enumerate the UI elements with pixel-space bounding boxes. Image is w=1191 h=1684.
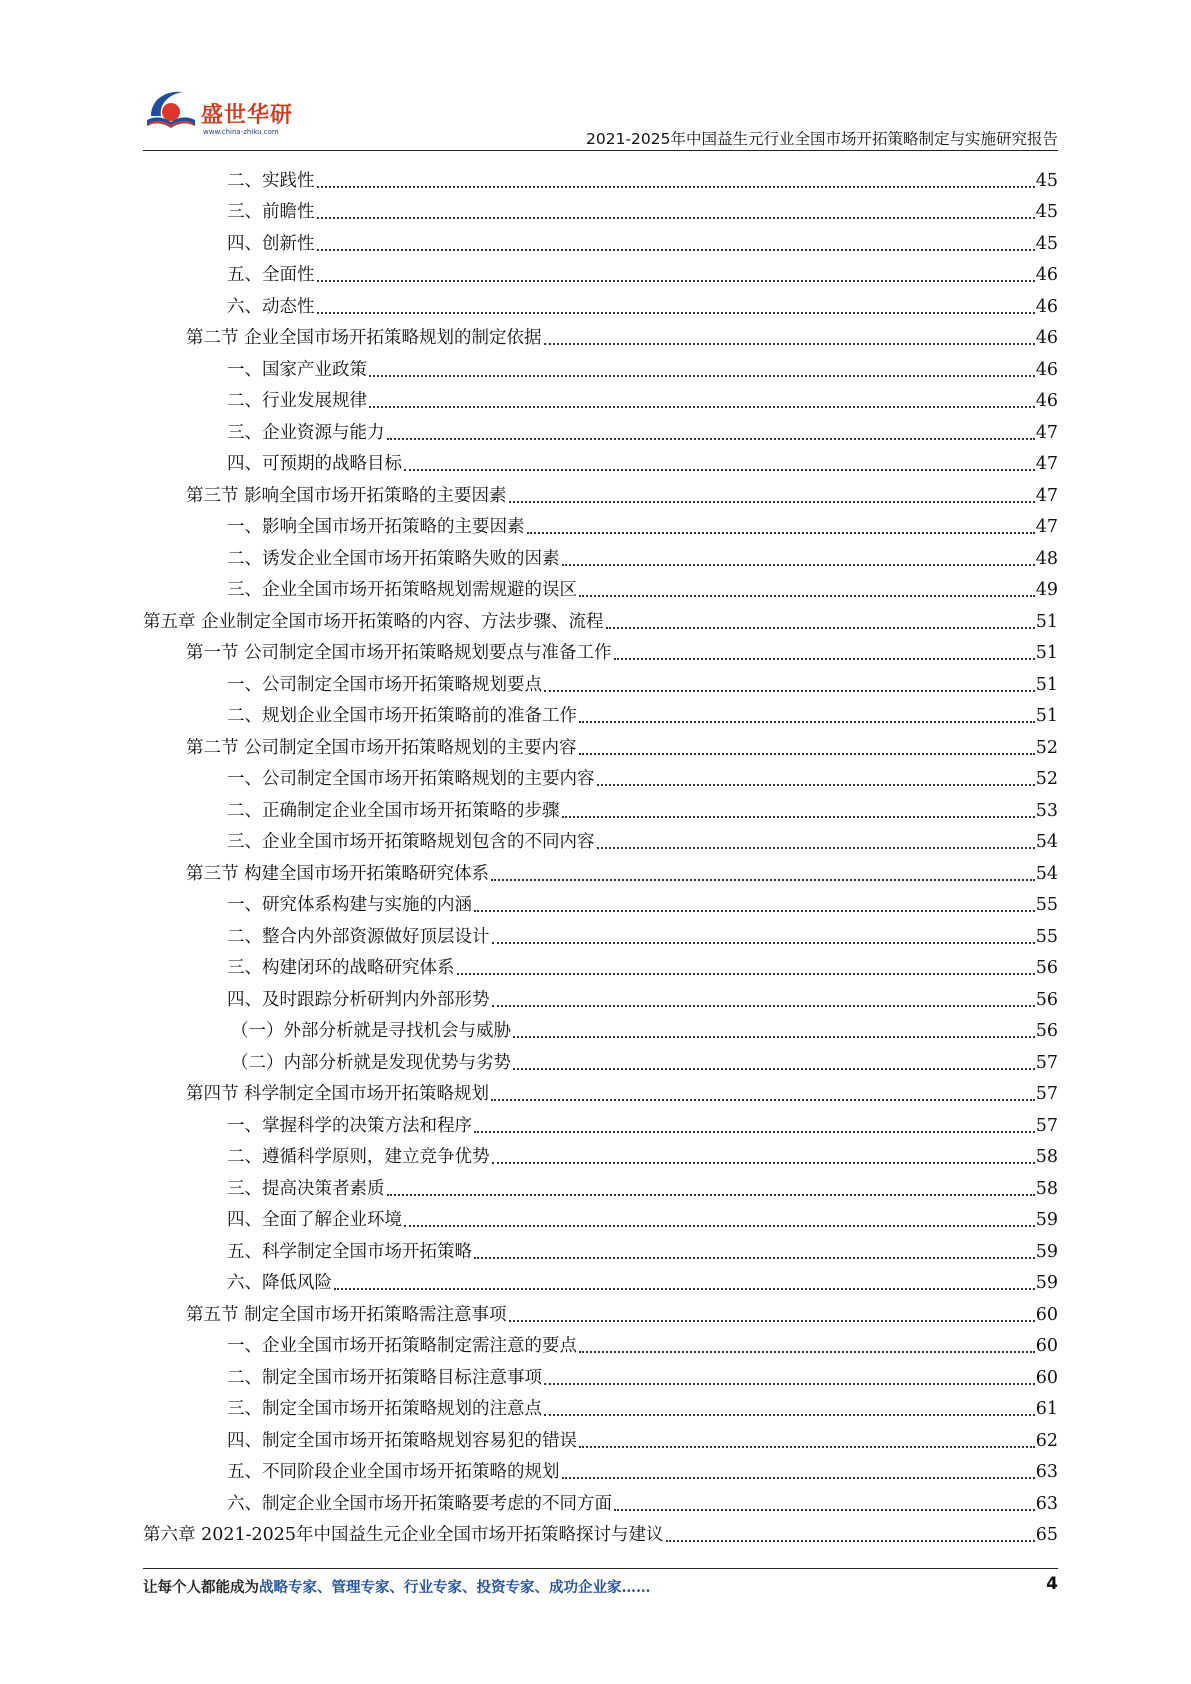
toc-entry-label: 第一节 公司制定全国市场开拓策略规划要点与准备工作 bbox=[186, 643, 612, 663]
toc-dot-leader bbox=[544, 678, 1035, 692]
toc-entry-label: 五、全面性 bbox=[227, 265, 315, 285]
toc-entry-page: 46 bbox=[1035, 328, 1058, 348]
page-header bbox=[143, 78, 1058, 148]
toc-entry[interactable] bbox=[143, 1515, 1058, 1547]
toc-dot-leader bbox=[369, 394, 1035, 408]
toc-entry-page: 54 bbox=[1035, 832, 1058, 852]
toc-entry-page: 55 bbox=[1035, 926, 1058, 947]
toc-entry-page: 54 bbox=[1035, 863, 1058, 884]
toc-entry[interactable] bbox=[143, 1074, 1058, 1106]
toc-entry[interactable] bbox=[143, 1326, 1058, 1358]
toc-dot-leader bbox=[492, 930, 1035, 944]
toc-entry[interactable] bbox=[143, 444, 1058, 476]
page-number: 4 bbox=[1046, 1574, 1058, 1594]
brand-name: 盛世华研 bbox=[201, 103, 294, 128]
toc-entry[interactable] bbox=[143, 1294, 1058, 1326]
toc-dot-leader bbox=[666, 1528, 1035, 1542]
toc-dot-leader bbox=[544, 1371, 1035, 1385]
toc-entry-label: 三、企业全国市场开拓策略规划包含的不同内容 bbox=[227, 832, 595, 852]
toc-dot-leader bbox=[527, 520, 1035, 534]
toc-entry-page: 59 bbox=[1035, 1241, 1058, 1262]
toc-entry-page: 51 bbox=[1035, 674, 1058, 695]
toc-entry-page: 49 bbox=[1035, 580, 1058, 600]
toc-entry-page: 58 bbox=[1035, 1178, 1058, 1199]
toc-entry-page: 47 bbox=[1035, 454, 1058, 474]
toc-entry-page: 52 bbox=[1035, 769, 1058, 789]
toc-dot-leader bbox=[513, 1024, 1035, 1038]
toc-dot-leader bbox=[544, 331, 1035, 345]
toc-entry-page: 60 bbox=[1035, 1304, 1058, 1325]
toc-dot-leader bbox=[492, 993, 1035, 1007]
toc-entry-label: 三、前瞻性 bbox=[227, 202, 315, 222]
toc-entry-label: 二、正确制定企业全国市场开拓策略的步骤 bbox=[227, 800, 560, 821]
toc-entry-page: 56 bbox=[1035, 958, 1058, 978]
toc-entry-page: 53 bbox=[1035, 800, 1058, 821]
toc-entry[interactable] bbox=[143, 538, 1058, 570]
toc-dot-leader bbox=[369, 363, 1035, 377]
toc-entry-label: 一、公司制定全国市场开拓策略规划要点 bbox=[227, 674, 542, 695]
toc-entry-label: 三、企业全国市场开拓策略规划需规避的误区 bbox=[227, 580, 577, 600]
toc-entry[interactable] bbox=[143, 1452, 1058, 1484]
toc-entry[interactable] bbox=[143, 633, 1058, 665]
toc-entry[interactable] bbox=[143, 255, 1058, 287]
toc-entry-label: 三、制定全国市场开拓策略规划的注意点 bbox=[227, 1399, 542, 1419]
toc-dot-leader bbox=[579, 709, 1035, 723]
toc-entry-page: 45 bbox=[1035, 233, 1058, 254]
toc-entry[interactable] bbox=[143, 1420, 1058, 1452]
toc-dot-leader bbox=[579, 1434, 1035, 1448]
toc-entry-page: 45 bbox=[1035, 202, 1058, 222]
toc-entry[interactable] bbox=[143, 948, 1058, 980]
toc-dot-leader bbox=[614, 646, 1035, 660]
toc-entry-page: 61 bbox=[1035, 1399, 1058, 1419]
toc-entry[interactable] bbox=[143, 979, 1058, 1011]
toc-entry[interactable] bbox=[143, 916, 1058, 948]
toc-entry-page: 57 bbox=[1035, 1052, 1058, 1073]
toc-entry-page: 51 bbox=[1035, 643, 1058, 663]
toc-entry-page: 59 bbox=[1035, 1273, 1058, 1293]
toc-entry-label: 一、公司制定全国市场开拓策略规划的主要内容 bbox=[227, 769, 595, 789]
toc-dot-leader bbox=[491, 1087, 1035, 1101]
toc-entry[interactable] bbox=[143, 885, 1058, 917]
toc-dot-leader bbox=[597, 835, 1035, 849]
toc-entry[interactable] bbox=[143, 160, 1058, 192]
toc-entry-page: 51 bbox=[1035, 706, 1058, 726]
toc-entry[interactable] bbox=[143, 759, 1058, 791]
toc-dot-leader bbox=[579, 1339, 1035, 1353]
toc-dot-leader bbox=[509, 489, 1035, 503]
toc-dot-leader bbox=[544, 1402, 1035, 1416]
toc-entry-page: 62 bbox=[1035, 1430, 1058, 1451]
toc-entry[interactable] bbox=[143, 601, 1058, 633]
toc-dot-leader bbox=[509, 1308, 1035, 1322]
toc-dot-leader bbox=[404, 1213, 1035, 1227]
toc-entry-page: 59 bbox=[1035, 1210, 1058, 1230]
toc-entry[interactable] bbox=[143, 412, 1058, 444]
toc-dot-leader bbox=[317, 268, 1035, 282]
toc-entry[interactable] bbox=[143, 1042, 1058, 1074]
toc-entry-page: 65 bbox=[1035, 1525, 1058, 1545]
toc-entry-label: 四、可预期的战略目标 bbox=[227, 454, 402, 474]
toc-entry-page: 48 bbox=[1035, 548, 1058, 569]
toc-dot-leader bbox=[474, 1245, 1035, 1259]
toc-entry[interactable] bbox=[143, 192, 1058, 224]
toc-dot-leader bbox=[474, 898, 1035, 912]
toc-entry-page: 52 bbox=[1035, 737, 1058, 758]
toc-entry-label: （一）外部分析就是寻找机会与威胁 bbox=[231, 1021, 511, 1041]
toc-dot-leader bbox=[606, 615, 1035, 629]
logo-book-icon bbox=[143, 86, 203, 136]
toc-dot-leader bbox=[513, 1056, 1035, 1070]
toc-entry-page: 60 bbox=[1035, 1367, 1058, 1388]
toc-entry-page: 46 bbox=[1035, 296, 1058, 317]
slogan-prefix: 让每个人都能成为 bbox=[143, 1579, 259, 1596]
toc-entry-label: 三、企业资源与能力 bbox=[227, 422, 385, 443]
toc-entry-label: 第六章 2021-2025年中国益生元企业全国市场开拓策略探讨与建议 bbox=[143, 1525, 664, 1545]
toc-entry-label: 四、全面了解企业环境 bbox=[227, 1210, 402, 1230]
toc-entry[interactable] bbox=[143, 853, 1058, 885]
toc-entry-page: 45 bbox=[1035, 170, 1058, 191]
toc-dot-leader bbox=[317, 300, 1035, 314]
footer-divider bbox=[143, 1568, 1058, 1569]
toc-dot-leader bbox=[579, 583, 1035, 597]
toc-entry-label: 第二节 企业全国市场开拓策略规划的制定依据 bbox=[186, 328, 542, 348]
toc-entry[interactable] bbox=[143, 507, 1058, 539]
toc-entry-label: 二、行业发展规律 bbox=[227, 391, 367, 411]
toc-entry-label: 三、构建闭环的战略研究体系 bbox=[227, 958, 455, 978]
toc-entry-label: 六、动态性 bbox=[227, 296, 315, 317]
toc-entry-page: 46 bbox=[1035, 359, 1058, 380]
toc-entry-label: 二、实践性 bbox=[227, 170, 315, 191]
toc-entry-label: 四、制定全国市场开拓策略规划容易犯的错误 bbox=[227, 1430, 577, 1451]
toc-dot-leader bbox=[317, 174, 1035, 188]
toc-entry[interactable] bbox=[143, 349, 1058, 381]
toc-entry-label: 一、影响全国市场开拓策略的主要因素 bbox=[227, 517, 525, 537]
toc-entry[interactable] bbox=[143, 1483, 1058, 1515]
toc-entry[interactable] bbox=[143, 1168, 1058, 1200]
toc-entry[interactable] bbox=[143, 790, 1058, 822]
toc-dot-leader bbox=[457, 961, 1035, 975]
toc-entry-page: 55 bbox=[1035, 895, 1058, 915]
footer-slogan bbox=[143, 1576, 651, 1597]
toc-entry[interactable] bbox=[143, 822, 1058, 854]
toc-entry-label: 第五章 企业制定全国市场开拓策略的内容、方法步骤、流程 bbox=[143, 611, 604, 632]
toc-dot-leader bbox=[404, 457, 1035, 471]
toc-dot-leader bbox=[579, 741, 1035, 755]
header-divider bbox=[143, 150, 1058, 151]
toc-entry[interactable] bbox=[143, 1105, 1058, 1137]
toc-entry-label: 第二节 公司制定全国市场开拓策略规划的主要内容 bbox=[186, 737, 577, 758]
toc-entry[interactable] bbox=[143, 1357, 1058, 1389]
toc-entry-page: 51 bbox=[1035, 611, 1058, 632]
toc-entry-page: 47 bbox=[1035, 517, 1058, 537]
toc-entry-label: （二）内部分析就是发现优势与劣势 bbox=[231, 1052, 511, 1073]
toc-entry[interactable] bbox=[143, 727, 1058, 759]
toc-entry[interactable] bbox=[143, 1231, 1058, 1263]
toc-entry-label: 四、及时跟踪分析研判内外部形势 bbox=[227, 989, 490, 1010]
table-of-contents bbox=[143, 160, 1058, 1546]
slogan-highlight: 战略专家、管理专家、行业专家、投资专家、成功企业家…… bbox=[259, 1579, 651, 1596]
toc-dot-leader bbox=[334, 1276, 1035, 1290]
brand-website: www.china-zhiku.com bbox=[203, 128, 279, 136]
toc-entry-label: 第五节 制定全国市场开拓策略需注意事项 bbox=[186, 1304, 507, 1325]
toc-dot-leader bbox=[597, 772, 1035, 786]
toc-entry[interactable] bbox=[143, 570, 1058, 602]
toc-dot-leader bbox=[491, 867, 1035, 881]
toc-entry[interactable] bbox=[143, 1263, 1058, 1295]
toc-entry-label: 六、制定企业全国市场开拓策略要考虑的不同方面 bbox=[227, 1493, 612, 1514]
toc-entry-label: 二、制定全国市场开拓策略目标注意事项 bbox=[227, 1367, 542, 1388]
toc-entry-label: 四、创新性 bbox=[227, 233, 315, 254]
toc-entry-label: 二、遵循科学原则，建立竞争优势 bbox=[227, 1147, 490, 1167]
toc-dot-leader bbox=[492, 1150, 1035, 1164]
toc-entry[interactable] bbox=[143, 696, 1058, 728]
toc-entry-label: 二、诱发企业全国市场开拓策略失败的因素 bbox=[227, 548, 560, 569]
toc-entry-page: 60 bbox=[1035, 1336, 1058, 1356]
toc-entry-page: 56 bbox=[1035, 989, 1058, 1010]
toc-entry-page: 56 bbox=[1035, 1021, 1058, 1041]
toc-entry[interactable] bbox=[143, 475, 1058, 507]
toc-entry-page: 58 bbox=[1035, 1147, 1058, 1167]
toc-entry-page: 46 bbox=[1035, 265, 1058, 285]
toc-dot-leader bbox=[562, 552, 1035, 566]
toc-entry-label: 第三节 构建全国市场开拓策略研究体系 bbox=[186, 863, 490, 884]
toc-entry-label: 第三节 影响全国市场开拓策略的主要因素 bbox=[186, 485, 507, 506]
toc-entry-label: 一、国家产业政策 bbox=[227, 359, 367, 380]
toc-entry-page: 63 bbox=[1035, 1493, 1058, 1514]
toc-entry[interactable] bbox=[143, 1137, 1058, 1169]
toc-entry-label: 二、规划企业全国市场开拓策略前的准备工作 bbox=[227, 706, 577, 726]
toc-entry[interactable] bbox=[143, 1200, 1058, 1232]
toc-dot-leader bbox=[614, 1497, 1035, 1511]
toc-entry[interactable] bbox=[143, 286, 1058, 318]
toc-entry-label: 五、不同阶段企业全国市场开拓策略的规划 bbox=[227, 1462, 560, 1482]
toc-entry[interactable] bbox=[143, 1389, 1058, 1421]
company-logo bbox=[143, 86, 343, 146]
toc-entry[interactable] bbox=[143, 664, 1058, 696]
toc-entry-page: 47 bbox=[1035, 422, 1058, 443]
toc-dot-leader bbox=[562, 804, 1035, 818]
toc-entry-label: 第四节 科学制定全国市场开拓策略规划 bbox=[186, 1084, 490, 1104]
toc-entry-label: 一、研究体系构建与实施的内涵 bbox=[227, 895, 472, 915]
toc-dot-leader bbox=[317, 205, 1035, 219]
toc-entry-label: 六、降低风险 bbox=[227, 1273, 332, 1293]
toc-dot-leader bbox=[387, 426, 1035, 440]
toc-entry-page: 63 bbox=[1035, 1462, 1058, 1482]
toc-entry-page: 57 bbox=[1035, 1084, 1058, 1104]
toc-entry-page: 57 bbox=[1035, 1115, 1058, 1136]
toc-entry-label: 二、整合内外部资源做好顶层设计 bbox=[227, 926, 490, 947]
toc-entry[interactable] bbox=[143, 381, 1058, 413]
toc-dot-leader bbox=[317, 237, 1035, 251]
toc-entry-label: 一、掌握科学的决策方法和程序 bbox=[227, 1115, 472, 1136]
toc-dot-leader bbox=[387, 1182, 1035, 1196]
toc-entry[interactable] bbox=[143, 318, 1058, 350]
toc-entry-label: 一、企业全国市场开拓策略制定需注意的要点 bbox=[227, 1336, 577, 1356]
toc-dot-leader bbox=[562, 1465, 1035, 1479]
toc-entry[interactable] bbox=[143, 223, 1058, 255]
toc-entry-label: 三、提高决策者素质 bbox=[227, 1178, 385, 1199]
toc-entry-label: 五、科学制定全国市场开拓策略 bbox=[227, 1241, 472, 1262]
toc-entry-page: 46 bbox=[1035, 391, 1058, 411]
toc-entry-page: 47 bbox=[1035, 485, 1058, 506]
toc-dot-leader bbox=[474, 1119, 1035, 1133]
toc-entry[interactable] bbox=[143, 1011, 1058, 1043]
report-title: 2021-2025年中国益生元行业全国市场开拓策略制定与实施研究报告 bbox=[586, 130, 1058, 148]
